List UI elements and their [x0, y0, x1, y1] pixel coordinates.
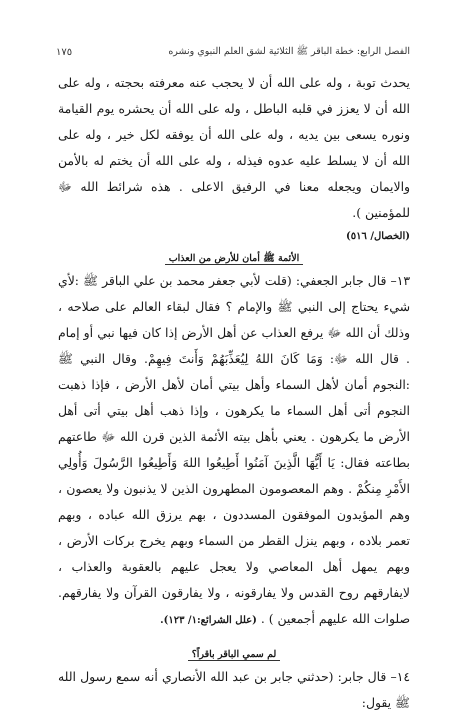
paragraph-2: [58, 268, 410, 634]
paragraph-1-reference: (الخصال/ ٥١٦): [346, 231, 410, 242]
paragraph-3-text: ١٤– قال جابر: (حدثني جابر بن عبد الله الأنصاري أنه سمع رسول الله ﷺ يقول:: [58, 669, 410, 710]
running-header: [56, 44, 410, 60]
header-title: الفصل الرابع: خطة الباقر ﷺ الثلاثية لشق العلم النبوي ونشره: [168, 46, 410, 57]
paragraph-1-text: يحدث توبة ، وله على الله أن لا يحجب عنه معرفته بحجته ، وله على الله أن لا يعزز في قلبه الباطل ، وله على الله أن يحشره يوم القيامة ونوره يسعى بين يديه ، وله على الله أن يوفقه لكل خير ، وله على الله أن لا يسلط عليه عدوه فيذله ، وله على الله أن يختم له بالأمن والايمان ويجعله معنا في الرفيق الاعلى . هذه شرائط الله ﷻ للمؤمنين ).: [58, 75, 410, 220]
paragraph-1: [58, 70, 410, 248]
section-heading-2: [58, 648, 410, 662]
page-number: ١٧٥: [56, 46, 73, 58]
section-heading-1-text: الأئمة ﷺ أمان للأرض من العذاب: [165, 253, 304, 265]
page-body: [58, 70, 410, 716]
paragraph-2-text: ١٣– قال جابر الجعفي: (قلت لأبي جعفر محمد بن علي الباقر ﷺ :لأي شيء يحتاج إلى النبي ﷺ والإمام ؟ فقال لبقاء العالم على صلاحه ، وذلك أن الله ﷻ يرفع العذاب عن أهل الأرض إذا كان فيها نبي أو إمام . قال الله ﷻ: وَمَا كَانَ اللهُ لِيُعَذِّبَهُمْ وَأَنتَ فِيهِمْ. وقال النبي ﷺ :النجوم أمان لأهل السماء وأهل بيتي أمان لأهل الأرض ، فإذا ذهبت النجوم أتى أهل السماء ما يكرهون ، وإذا ذهب أهل بيتي أتى أهل الأرض ما يكرهون . يعني بأهل بيته الأئمة الذين قرن الله ﷻ طاعتهم بطاعته فقال: يَا أَيُّهَا الَّذِينَ آمَنُوا أَطِيعُوا اللهَ وَأَطِيعُوا الرَّسُولَ وَأُولِي الأَمْرِ مِنكُمْ . وهم المعصومون المطهرون الذين لا يذنبون ولا يعصون ، وهم المؤيدون الموفقون المسددون ، بهم يرزق الله عباده ، وبهم تعمر بلاده ، وبهم ينزل القطر من السماء وبهم يخرج بركات الأرض ، وبهم يمهل أهل المعاصي ولا يعجل عليهم بالعقوبة والعذاب ، لايفارقهم روح القدس ولا يفارقونه ، ولا يفارقون القرآن ولا يفارقهم. صلوات الله عليهم أجمعين ) .: [58, 273, 410, 626]
paragraph-3: [58, 664, 410, 716]
section-heading-2-text: لم سمي الباقر باقراً؟: [188, 649, 281, 661]
paragraph-2-reference: (علل الشرائع:١/ ١٢٣).: [160, 615, 257, 626]
section-heading-1: [58, 252, 410, 266]
